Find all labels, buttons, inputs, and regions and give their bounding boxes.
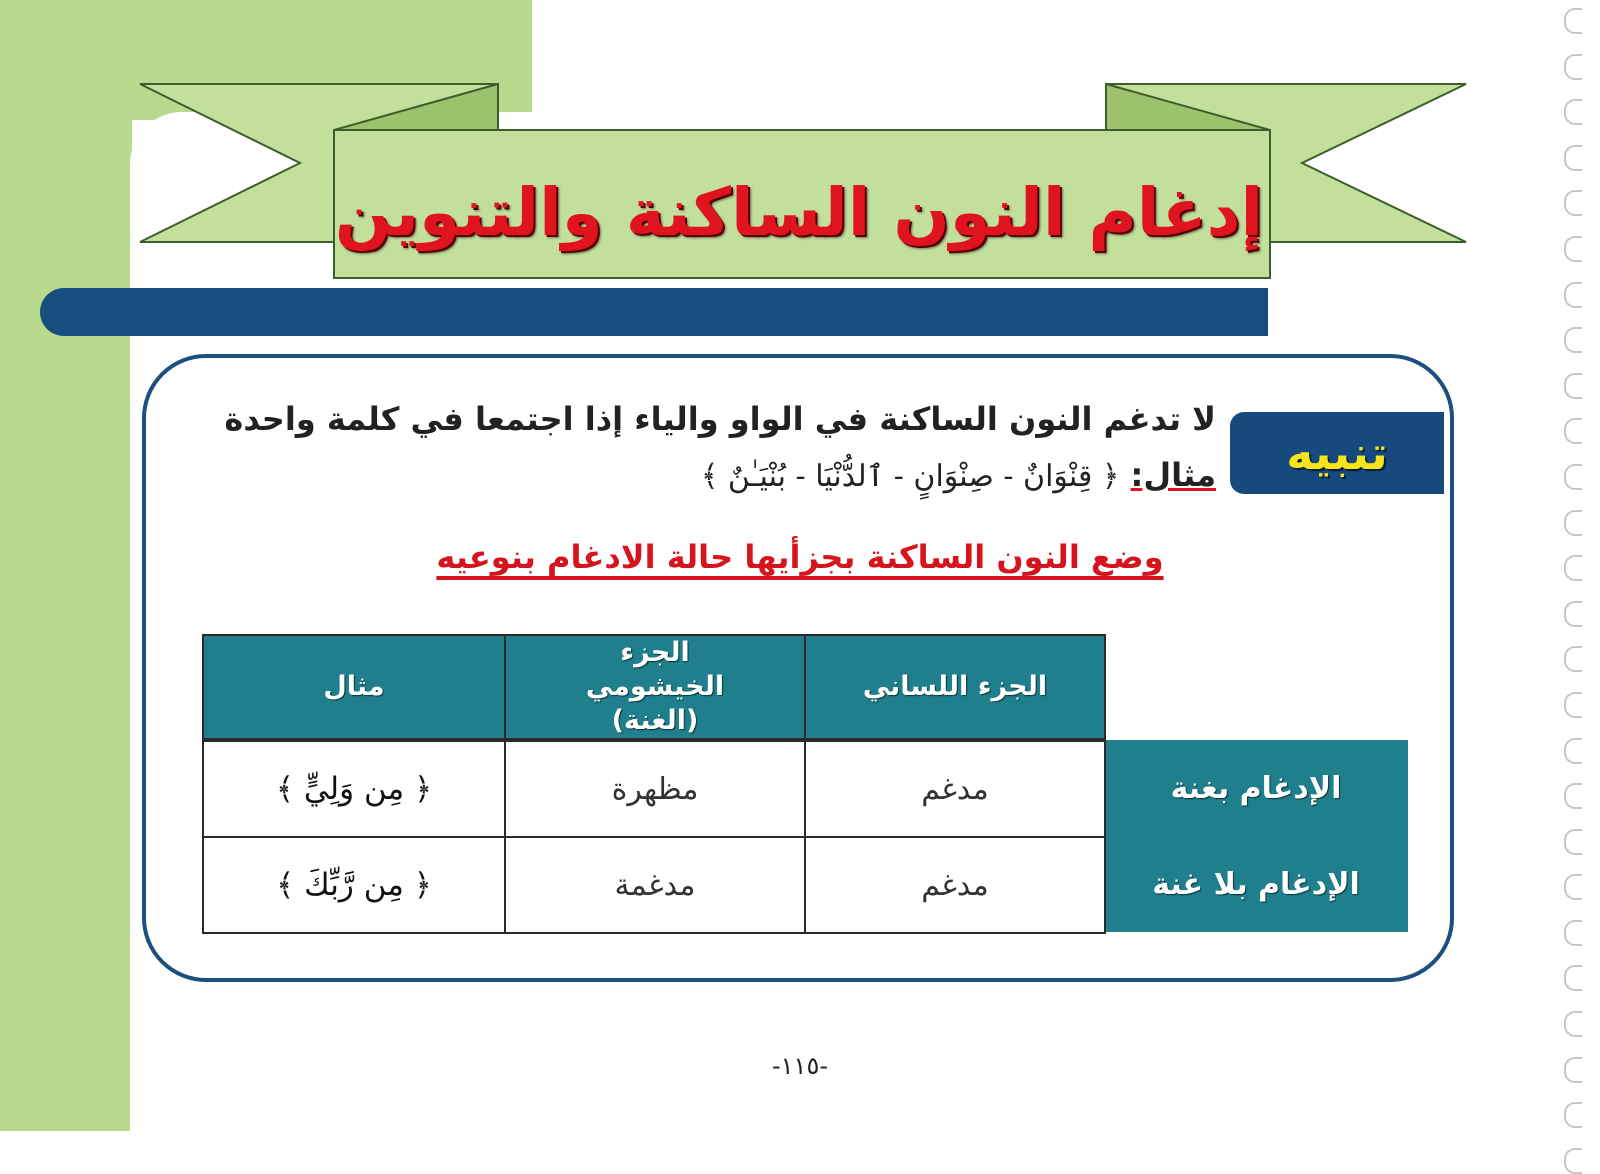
binder-ring [1564, 464, 1582, 490]
example-words: ﴿ قِنْوَانٌ - صِنْوَانٍ - ٱلدُّنْيَا - بُنْيَـٰنٌ ﴾ [700, 459, 1120, 494]
note-badge: تنبيه [1230, 412, 1444, 494]
cell-nasal-with-ghunna: مظهرة [504, 740, 806, 838]
binder-ring [1564, 783, 1582, 809]
binder-ring [1564, 145, 1582, 171]
binder-rings [1546, 8, 1586, 1123]
binder-ring [1564, 99, 1582, 125]
binder-ring [1564, 282, 1582, 308]
binder-ring [1564, 555, 1582, 581]
header-example: مثال [202, 634, 506, 740]
row-label-with-ghunna: الإدغام بغنة [1104, 740, 1408, 836]
binder-ring [1564, 1148, 1582, 1174]
binder-ring [1564, 236, 1582, 262]
binder-ring [1564, 327, 1582, 353]
cell-example-without-ghunna: ﴿ مِن رَّبِّكَ ﴾ [202, 836, 506, 934]
binder-ring [1564, 646, 1582, 672]
binder-ring [1564, 692, 1582, 718]
binder-ring [1564, 510, 1582, 536]
cell-lingual-without-ghunna: مدغم [804, 836, 1106, 934]
binder-ring [1564, 829, 1582, 855]
binder-ring [1564, 874, 1582, 900]
example-label: مثال: [1130, 456, 1216, 494]
binder-ring [1564, 418, 1582, 444]
page-number: -١١٥- [771, 1052, 828, 1080]
cell-nasal-without-ghunna: مدغمة [504, 836, 806, 934]
cell-lingual-with-ghunna: مدغم [804, 740, 1106, 838]
binder-ring [1564, 1102, 1582, 1128]
binder-ring [1564, 738, 1582, 764]
cell-example-with-ghunna: ﴿ مِن وَلِيٍّ ﴾ [202, 740, 506, 838]
header-lingual: الجزء اللساني [804, 634, 1106, 740]
note-text: لا تدغم النون الساكنة في الواو والياء إذا اجتمعا في كلمة واحدة [224, 400, 1216, 438]
binder-ring [1564, 190, 1582, 216]
header-nasal: الجزء الخيشومي (الغنة) [504, 634, 806, 740]
page-title: إدغام النون الساكنة والتنوين [334, 173, 1264, 251]
binder-ring [1564, 965, 1582, 991]
binder-ring [1564, 1057, 1582, 1083]
binder-ring [1564, 8, 1582, 34]
binder-ring [1564, 601, 1582, 627]
binder-ring [1564, 373, 1582, 399]
binder-ring [1564, 1011, 1582, 1037]
row-label-without-ghunna: الإدغام بلا غنة [1104, 836, 1408, 932]
binder-ring [1564, 54, 1582, 80]
binder-ring [1564, 920, 1582, 946]
table-heading: وضع النون الساكنة بجزأيها حالة الادغام بنوعيه [436, 538, 1164, 576]
